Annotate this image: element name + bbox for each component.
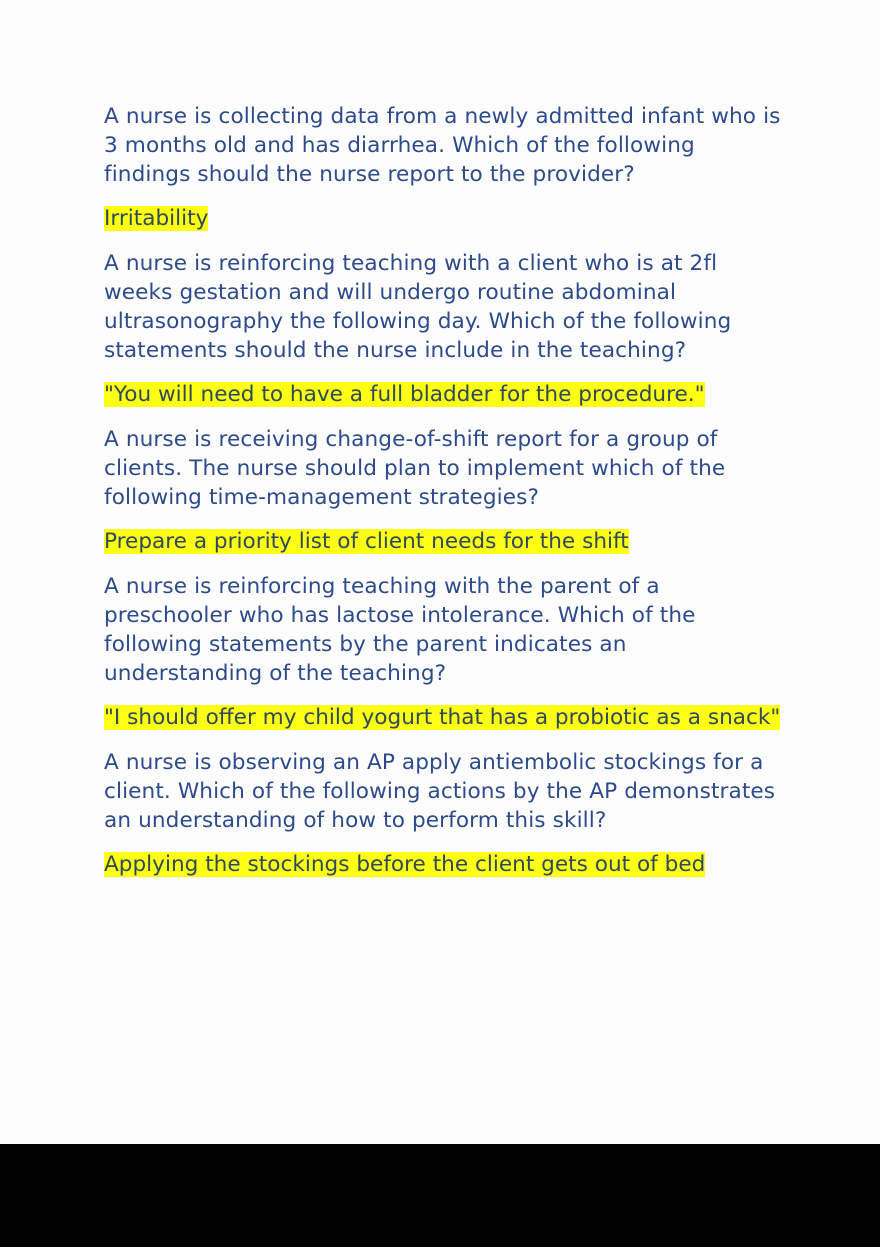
- question-text: A nurse is receiving change-of-shift report for a group of clients. The nurse should plan to implement which of the following time-management strategies?: [104, 427, 726, 510]
- highlighted-answer: [104, 204, 784, 233]
- question-text: A nurse is observing an AP apply antiembolic stockings for a client. Which of the following actions by the AP demonstrates an understanding of how to perform this skill?: [104, 750, 776, 833]
- answer-text: Prepare a priority list of client needs for the shift: [104, 529, 629, 554]
- qa-item-3: [104, 425, 784, 556]
- qa-list: [104, 102, 784, 895]
- highlighted-answer: [104, 527, 784, 556]
- question-text: A nurse is reinforcing teaching with the parent of a preschooler who has lactose intolerance. Which of the following statements by the parent indicates an understanding of the teaching?: [104, 574, 696, 686]
- question-text: A nurse is reinforcing teaching with a client who is at 2fl weeks gestation and will undergo routine abdominal ultrasonography the following day. Which of the following statements should the nurse include in the teaching?: [104, 251, 732, 363]
- qa-item-4: [104, 572, 784, 732]
- qa-item-5: [104, 748, 784, 879]
- question-text: A nurse is collecting data from a newly admitted infant who is 3 months old and has diarrhea. Which of the following findings should the nurse report to the provider?: [104, 104, 781, 187]
- answer-text: Applying the stockings before the client gets out of bed: [104, 852, 706, 877]
- highlighted-answer: [104, 703, 784, 732]
- answer-text: "You will need to have a full bladder for the procedure.": [104, 382, 705, 407]
- answer-text: Irritability: [104, 206, 209, 231]
- answer-text: "I should offer my child yogurt that has a probiotic as a snack": [104, 705, 781, 730]
- qa-item-2: [104, 249, 784, 409]
- qa-item-1: [104, 102, 784, 233]
- highlighted-answer: [104, 850, 784, 879]
- highlighted-answer: [104, 380, 784, 409]
